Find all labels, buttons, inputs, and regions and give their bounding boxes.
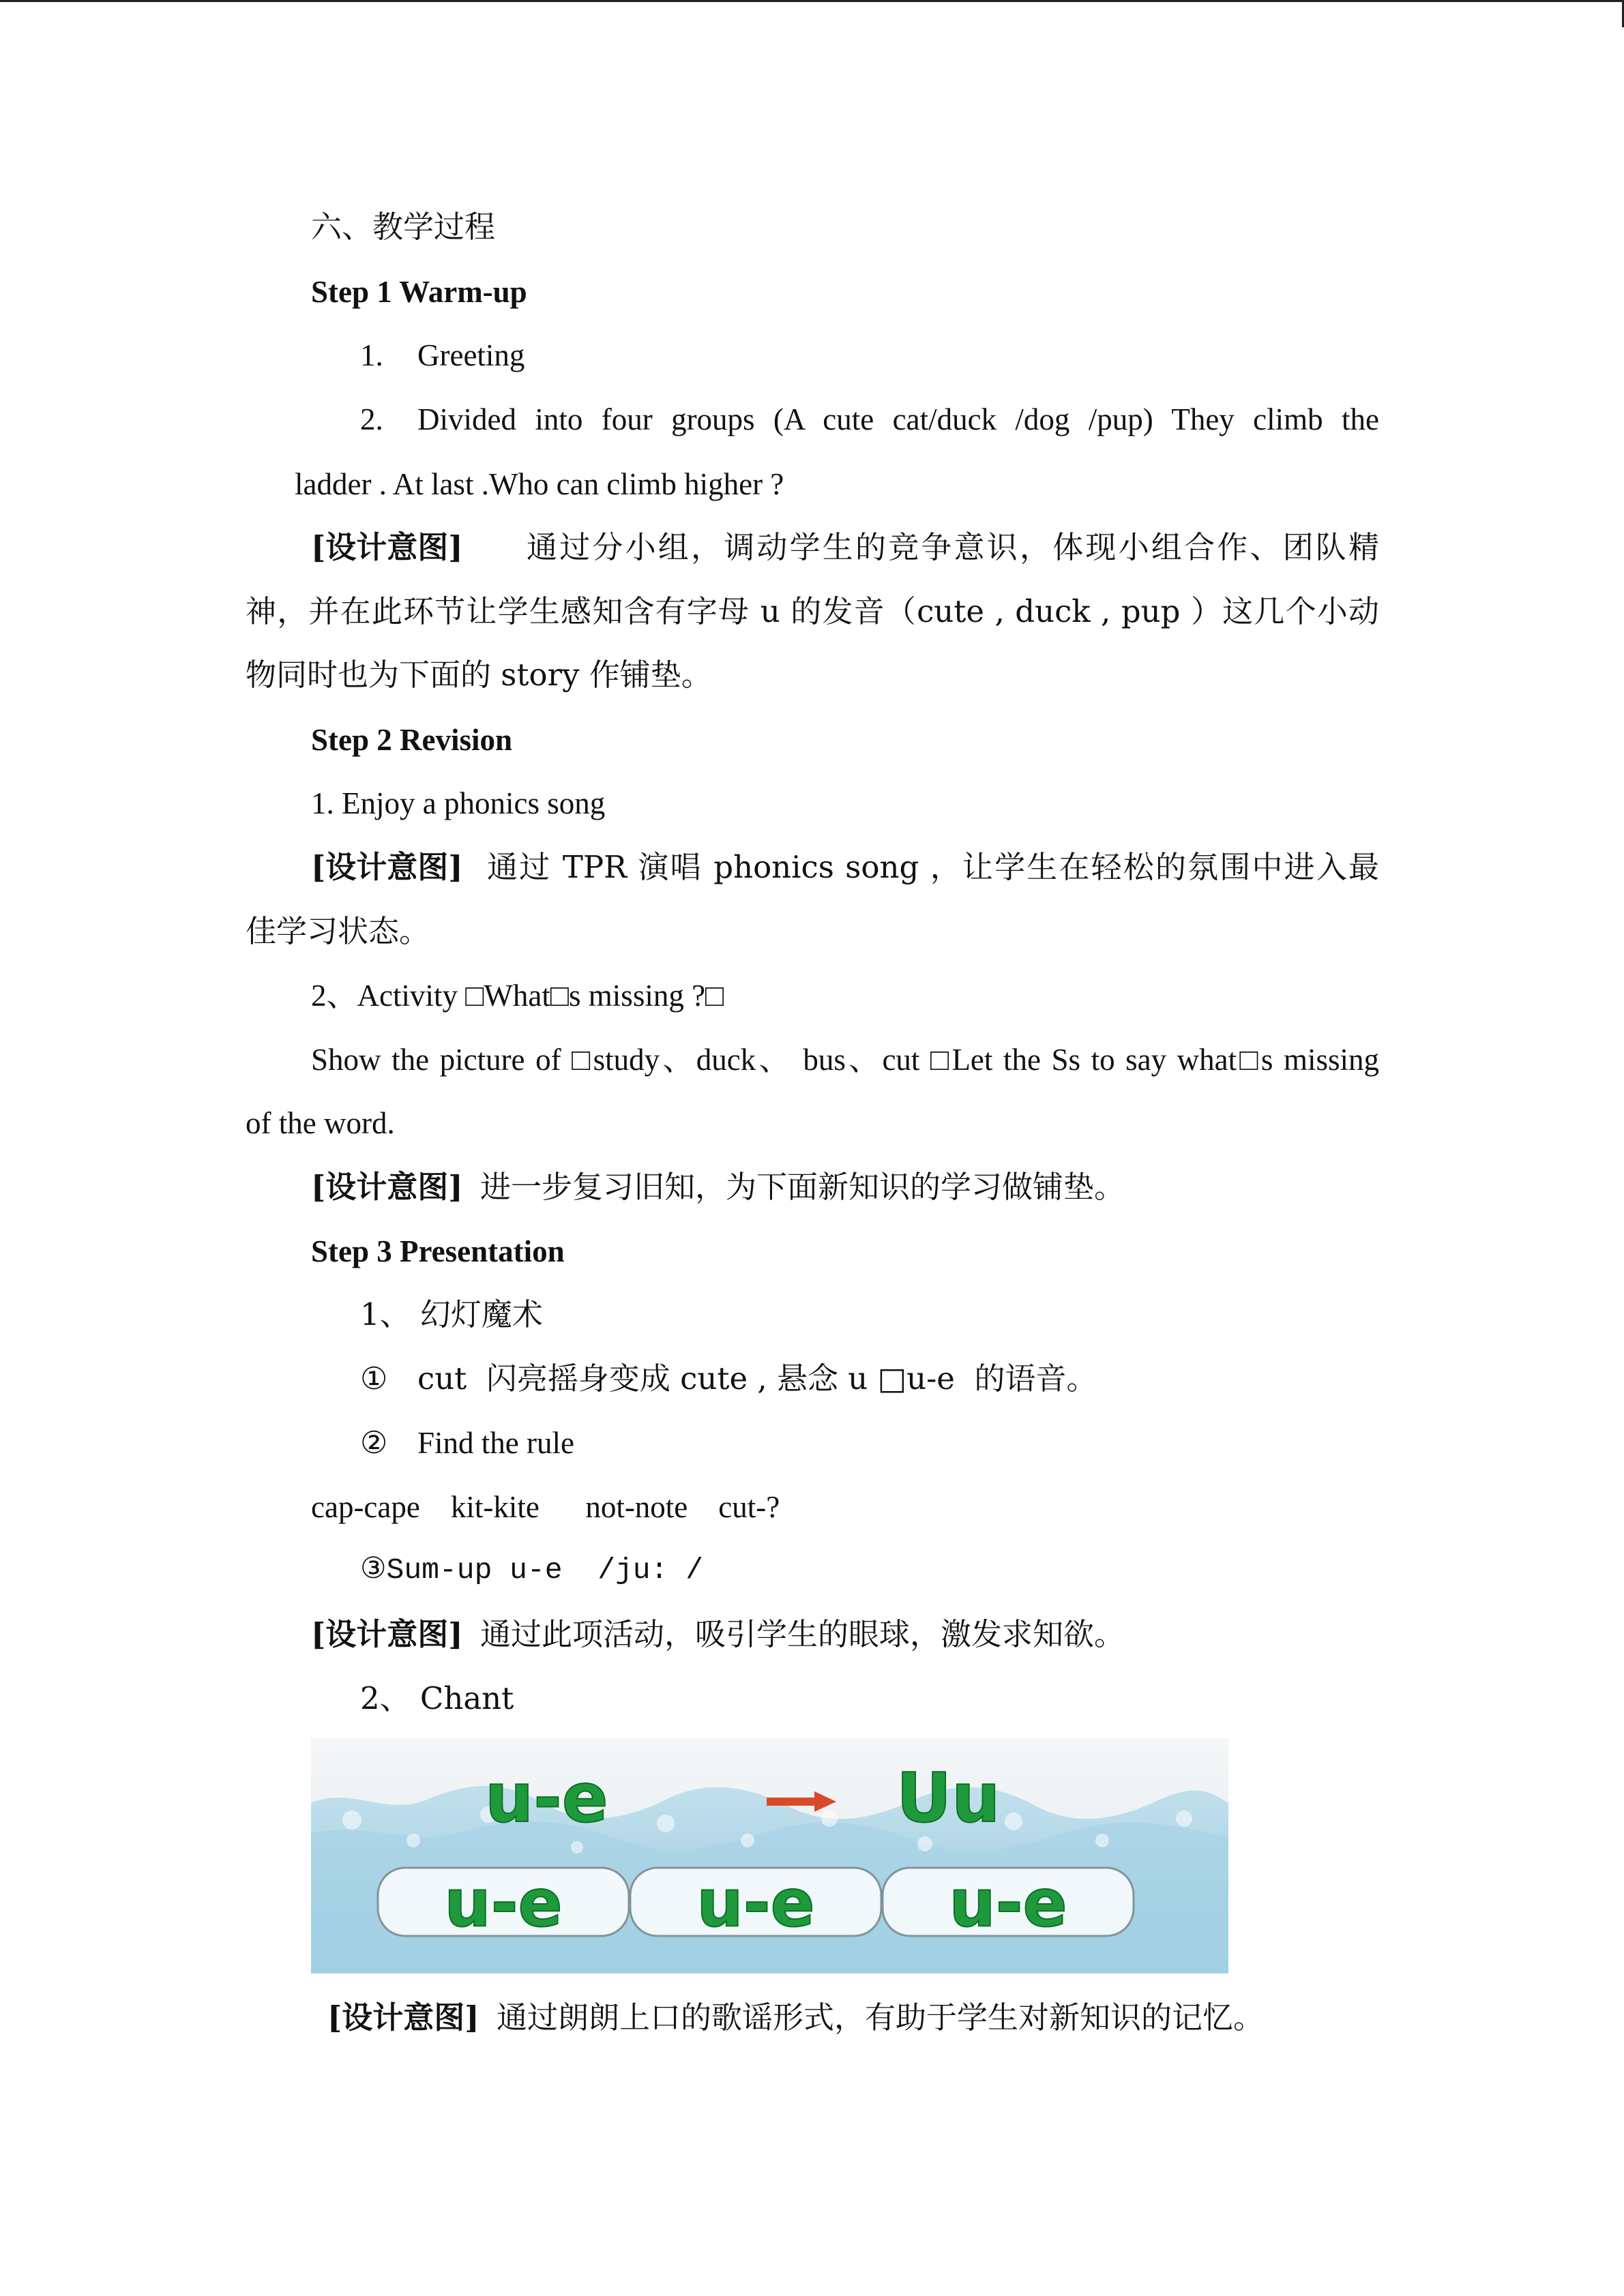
step1-item2-num: 2. [360,402,383,436]
step1-item2-line1: Divided into four groups (A cute cat/duck /dog /pup) They climb the [417,402,1379,436]
page-top-border [0,0,1624,2]
step3-design2-text: 通过朗朗上口的歌谣形式，有助于学生对新知识的记忆。 [497,1999,1265,2036]
step1-heading: Step 1 Warm-up [311,275,527,309]
step2-item2-line1: Show the picture of □study、duck、 bus、cut □Let the Ss to say what□s missing [311,1043,1379,1077]
chant-image [311,1738,1228,1973]
step3-design1-label: [设计意图] [311,1616,463,1652]
step3-item1: 1、 幻灯魔术 [360,1296,543,1332]
step3-sub2-text: Find the rule [417,1426,574,1460]
step2-design1-line2: 佳学习状态。 [246,913,430,949]
chant-bottom-item-2: u-e [696,1865,815,1941]
step2-item1: 1. Enjoy a phonics song [311,786,606,820]
step1-design-line3: 物同时也为下面的 story 作铺垫。 [246,657,712,693]
section-title: 六、教学过程 [311,209,496,245]
step3-sub3: ③Sum-up u-e /ju: / [360,1553,704,1587]
step3-heading: Step 3 Presentation [311,1234,565,1268]
step3-sub2-num: ② [360,1425,388,1461]
step1-item1-text: Greeting [417,338,525,372]
chant-bottom-item-3: u-e [949,1865,1067,1941]
step1-design-label: [设计意图] [311,529,463,565]
step3-design2-label: [设计意图] [327,1999,479,2036]
chant-top-left: u-e [485,1758,608,1838]
step2-design2-text: 进一步复习旧知，为下面新知识的学习做铺垫。 [480,1169,1125,1205]
step1-design-line2: 神，并在此环节让学生感知含有字母 u 的发音（cute , duck , pup ）这几个小动 [246,593,1379,629]
step1-item1-num: 1. [360,338,383,372]
step1-item2-line2: ladder . At last .Who can climb higher ? [295,467,784,501]
step3-sub1-num: ① [360,1360,388,1397]
step2-item2-line2: of the word. [246,1106,395,1140]
step3-design1-text: 通过此项活动，吸引学生的眼球，激发求知欲。 [480,1616,1125,1652]
step3-sub1-text: cut 闪亮摇身变成 cute , 悬念 u □u-e 的语音。 [417,1360,1097,1397]
chant-bottom-item-1: u-e [444,1865,563,1941]
step2-item2: 2、Activity □What□s missing ?□ [311,979,724,1013]
step2-design1-label: [设计意图] [311,849,463,885]
step3-item2: 2、 Chant [360,1680,514,1716]
step2-design2-label: [设计意图] [311,1169,463,1205]
step1-design-line1: 通过分小组，调动学生的竞争意识，体现小组合作、团队精 [527,529,1379,565]
step2-design1-line1: 通过 TPR 演唱 phonics song ，让学生在轻松的氛围中进入最 [487,849,1379,885]
step3-rule-line: cap-cape kit-kite not-note cut-? [311,1490,780,1524]
step2-heading: Step 2 Revision [311,723,513,757]
chant-top-right: Uu [896,1758,1001,1838]
